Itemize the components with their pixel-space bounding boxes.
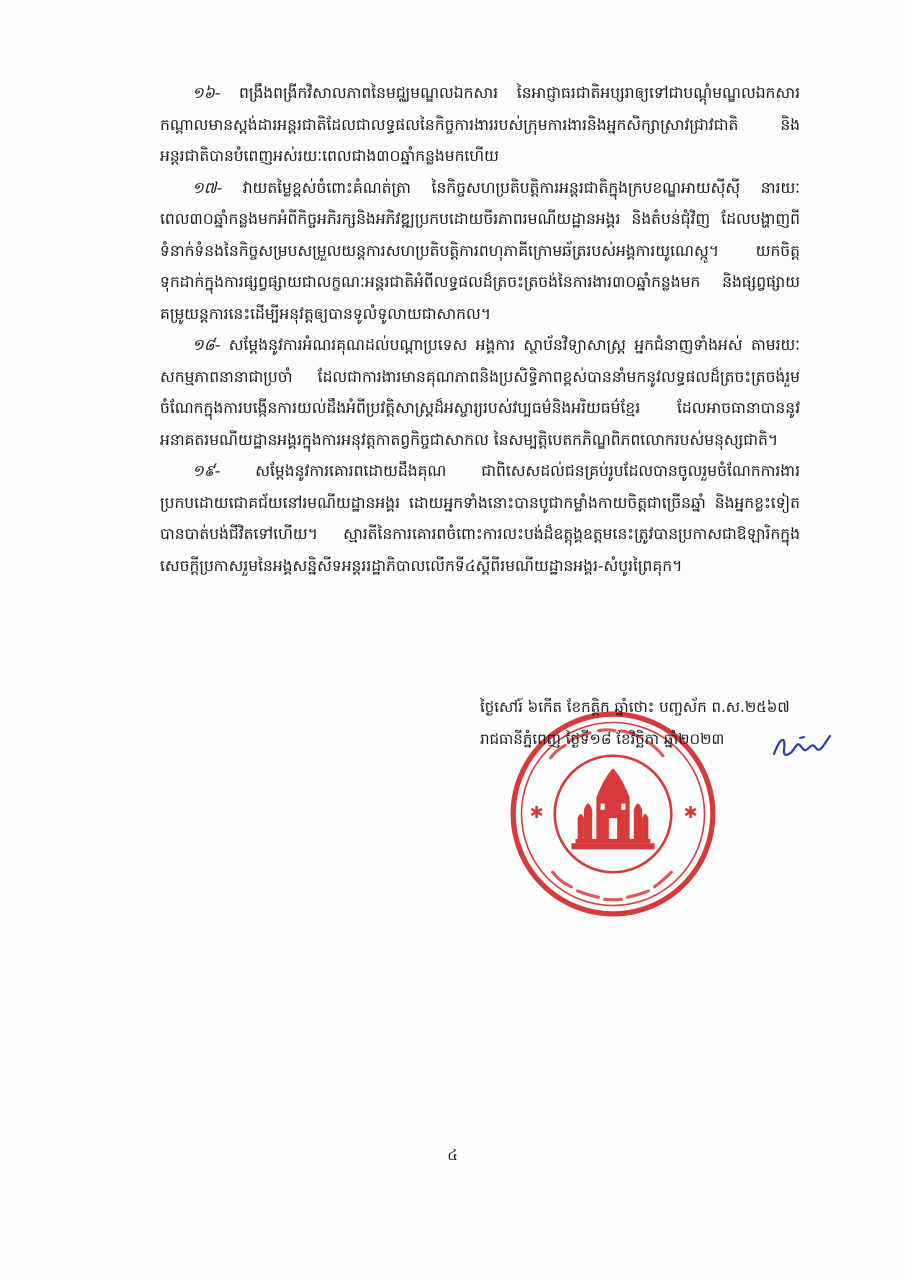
paragraph-16 (160, 78, 800, 173)
handwritten-signature-icon (770, 728, 834, 764)
paragraph-text: ពង្រឹងពង្រីកវិសាលភាពនៃមជ្ឈមណ្ឌលឯកសារ នៃអាជ្ញាធរជាតិអប្សរាឲ្យទៅជាបណ្ដុំមណ្ឌលឯកសារកណ្តាលមានស្តង់ដារអន្តរជាតិដែលជាលទ្ធផលនៃកិច្ចការងាររបស់ក្រុមការងារនិងអ្នកសិក្សាស្រាវជ្រាវជាតិ និងអន្តរជាតិបានបំពេញអស់រយៈពេលជាង៣០ឆ្នាំកន្លងមកហើយ (160, 84, 800, 165)
date-lunar: ថ្ងៃសៅរ៍ ៦កើត ខែកត្តិក ឆ្នាំថោះ បញ្ចស័ក ព.ស.២៥៦៧ (480, 698, 790, 716)
svg-text:✱: ✱ (683, 803, 698, 823)
paragraph-text: សម្តែងនូវការអំណរគុណដល់បណ្តាប្រទេស អង្គការ ស្ថាប័នវិទ្យាសាស្ត្រ អ្នកជំនាញទាំងអស់ តាមរយៈសកម្មភាពនានាជាប្រចាំ ដែលជាការងារមានគុណភាពនិងប្រសិទ្ធិភាពខ្ពស់បាននាំមកនូវលទ្ធផលដ៏ត្រចះត្រចង់រួមចំណែកក្នុងការបង្កើនការយល់ដឹងអំពីប្រវត្តិសាស្ត្រដ៏អស្ចារ្យរបស់វប្បធម៌និងអរិយធម៌ខ្មែរ ដែលអាចធានាបាននូវអនាគតរមណីយដ្ឋានអង្គរក្នុងការអនុវត្តកាតព្វកិច្ចជាសាកល នៃសម្បត្តិបេតកភិណ្ឌពិភពលោករបស់មនុស្សជាតិ។ (160, 336, 800, 449)
svg-text:✱: ✱ (529, 803, 544, 823)
paragraph-number: ១៧- (192, 178, 223, 197)
paragraph-number: ១៨- (192, 336, 221, 354)
paragraph-text: សម្តែងនូវការគោរពដោយដឹងគុណ ជាពិសេសដល់ជនគ្រប់រូបដែលបានចូលរួមចំណែកការងារប្រកបដោយជោគជ័យនៅរមណីយដ្ឋានអង្គរ ដោយអ្នកទាំងនោះបានបូជាកម្លាំងកាយចិត្តជាច្រើនឆ្នាំ និងអ្នកខ្លះទៀតបានបាត់បង់ជីវិតទៅហើយ។ ស្មារតីនៃការគោរពចំពោះការលះបង់ដ៏ឧត្តុង្គឧត្តមនេះត្រូវបានប្រកាសជាឱឡារិកក្នុងសេចក្តីប្រកាសរួមនៃអង្គសន្និសីទអន្តររដ្ឋាភិបាលលើកទី៤ស្តីពីរមណីយដ្ឋានអង្គរ-សំបូរព្រៃគុក។ (160, 462, 800, 575)
page-number: ៤ (447, 1146, 458, 1164)
body-text (160, 78, 800, 582)
paragraph-18 (160, 330, 800, 456)
paragraph-17 (160, 173, 800, 331)
date-place: រាជធានីភ្នំពេញ ថ្ងៃទី១៨ ខែវិច្ឆិកា ឆ្នាំ២០២៣ (480, 730, 725, 748)
paragraph-number: ១៦- (192, 84, 221, 102)
paragraph-19 (160, 456, 800, 582)
paragraph-number: ១៩- (192, 462, 221, 480)
paragraph-text: វាយតម្លៃខ្ពស់ចំពោះគំណត់ត្រា នៃកិច្ចសហប្រតិបត្តិការអន្តរជាតិក្នុងក្របខណ្ឌអាយស៊ីស៊ី នារយៈពេល៣០ឆ្នាំកន្លងមកអំពីកិច្ចអភិរក្សនិងអភិវឌ្ឍប្រកបដោយចីរភាពរមណីយដ្ឋានអង្គរ និងតំបន់ជុំវិញ ដែលបង្ហាញពីទំនាក់ទំនងនៃកិច្ចសម្របសម្រួលយន្តការសហប្រតិបត្តិការពហុភាគីក្រោមឆ័ត្ររបស់អង្គការយូណេស្កូ។ យកចិត្តទុកដាក់ក្នុងការផ្សព្វផ្សាយជាលក្ខណៈអន្តរជាតិអំពីលទ្ធផលដ៏ត្រចះត្រចង់នៃការងារ៣០ឆ្នាំកន្លងមក និងផ្សព្វផ្សាយគម្រូយន្តការនេះដើម្បីអនុវត្តឲ្យបានទូលំទូលាយជាសាកល។ (160, 178, 800, 323)
